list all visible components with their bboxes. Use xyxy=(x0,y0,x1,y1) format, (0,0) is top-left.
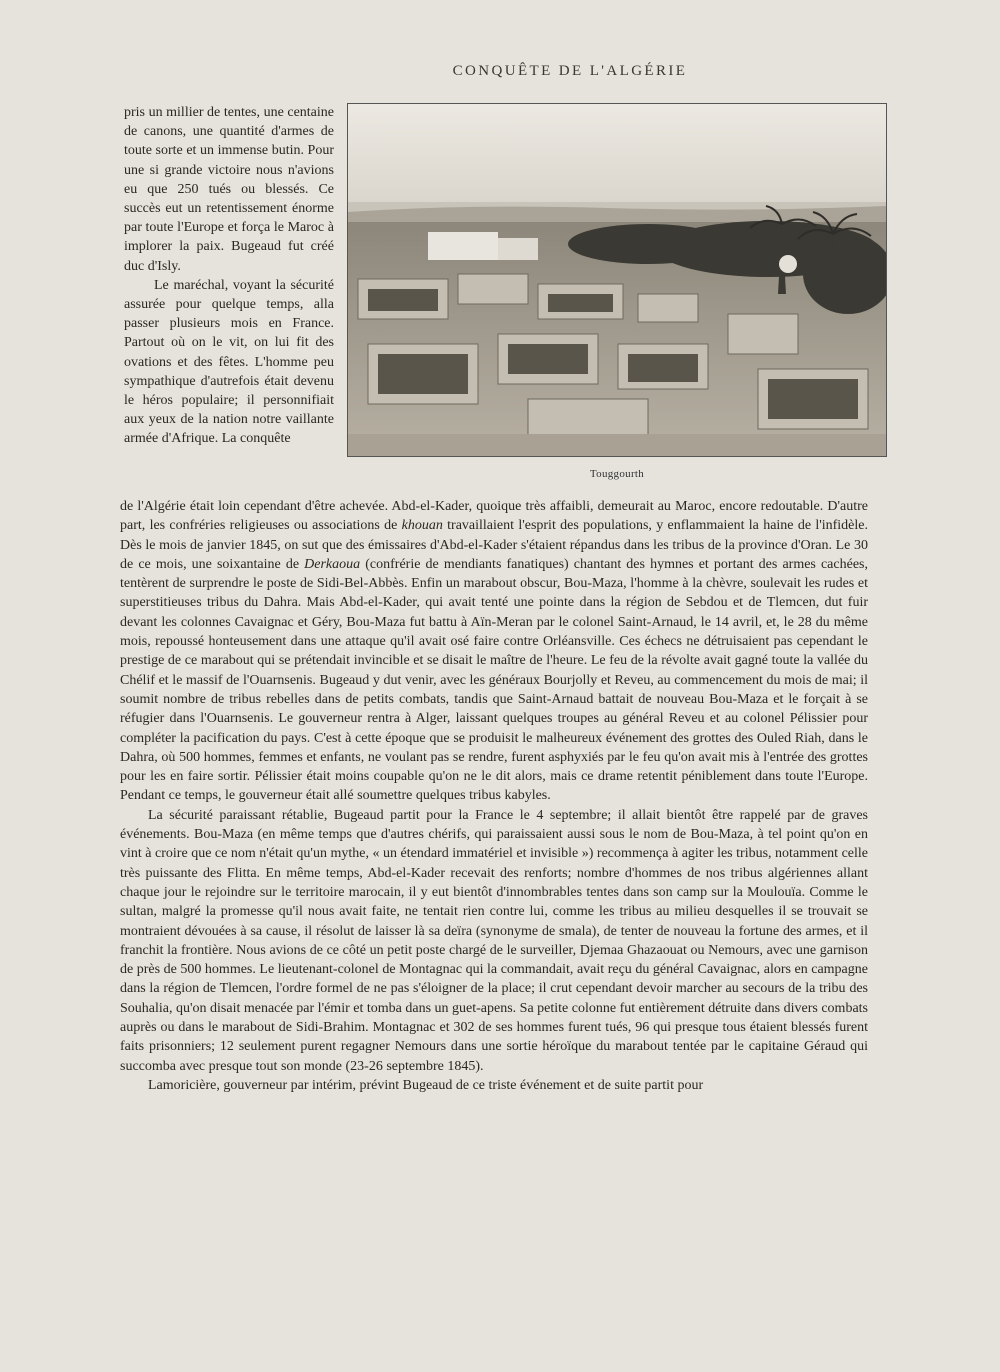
figure-caption: Touggourth xyxy=(589,468,645,480)
text-run: de l'Algérie était loin cependant d'être achevée. Abd-el-Kader, quoique très affaibli, demeurait au Maroc, encore redoutable. D'autre part, les confréries religieuses ou associations de xyxy=(120,499,868,534)
paragraph: La sécurité paraissant rétablie, Bugeaud partit pour la France le 4 septembre; il allait bientôt être rappelé par de graves événements. Bou-Maza (en même temps que d'autres chérifs, qui paraissaient aussi sous le nom de Bou-Maza, à tel point qu'on en vint à croire que ce nom n'était qu'un mythe, « un étendard immatériel et invisible ») recommença à agiter les tribus, notamment celle très puissante des Flitta. En même temps, Abd-el-Kader recevait des renforts; nombre d'hommes de nos tribus algériennes allant chaque jour le rejoindre sur le territoire marocain, il y eut bientôt d'innombrables tentes dans son camp sur la Moulouïa. Comme le sultan, malgré la promesse qu'il nous avait faite, ne tentait rien contre lui, comme les tribus au milieu desquelles il se trouvait se montraient dévouées à sa cause, il résolut de laisser là sa deïra (synonyme de smala), de tenter de nouveau la fortune des armes, et il franchit la frontière. Nous avions de ce côté un petit poste chargé de le surveiller, Djemaa Ghazaouat ou Nemours, avec une garnison de près de 500 hommes. Le lieutenant-colonel de Montagnac qui la commandait, avait reçu du général Cavaignac, alors en campagne dans la région de Tlemcen, l'ordre formel de ne pas s'éloigner de la place; il crut cependant devoir marcher au secours de la tribu des Souhalia, qu'on disait menacée par l'émir et tomba dans un guet-apens. Sa petite colonne fut entièrement détruite dans divers combats auprès ou dans le marabout de Sidi-Brahim. Montagnac et 302 de ses hommes furent tués, 96 qui presque tous étaient blessés furent faits prisonniers; 12 seulement purent regagner Nemours dans une sortie héroïque du marabout tentée par le capitaine Géraud qui succomba avec presque tout son monde (23-26 septembre 1845). xyxy=(120,807,868,1074)
paragraph: pris un millier de tentes, une centaine de canons, une quantité d'armes de toute sorte et un immense butin. Pour une si grande victoire nous n'avions eu que 250 tués ou blessés. Ce succès eut un retentissement énorme par toute l'Europe et força le Maroc à implorer la paix. Bugeaud fut créé duc d'Isly. xyxy=(124,105,334,274)
italic-term: khouan xyxy=(401,518,443,534)
full-width-text xyxy=(120,497,868,1095)
paragraph-continued xyxy=(120,497,868,806)
narrow-column xyxy=(124,103,334,449)
paragraph: Le maréchal, voyant la sécurité assurée pour quelque temps, alla passer plusieurs mois en France. Partout où on le vit, on lui fit des ovations et des fêtes. L'homme peu sympathique d'autrefois était devenu le héros populaire; il personnifiait aux yeux de la nation notre vaillante armée d'Afrique. La conquête xyxy=(124,277,334,447)
italic-term: Derkaoua xyxy=(304,556,361,572)
page-header: CONQUÊTE DE L'ALGÉRIE xyxy=(452,63,688,79)
text-run: (confrérie de mendiants fanatiques) chantant des hymnes et portant des armes cachées, tentèrent de surprendre le poste de Sidi-Bel-Abbès. Enfin un marabout obscur, Bou-Maza, l'homme à la chèvre, soulevait les rudes et superstitieuses tribus du Dahra. Mais Abd-el-Kader, qui avait tenté une pointe dans la région de Sebdou et de Tlemcen, dut fuir devant les colonnes Cavaignac et Géry, Bou-Maza fut battu à Aïn-Meran par le colonel Saint-Arnaud, le 14 avril, et, le 28 du même mois, repoussé honteusement dans une attaque qu'il avait osé faire contre Orléansville. Ces échecs ne détruisaient pas cependant le prestige de ce marabout qui se prétendait invincible et se disait le maître de l'heure. Le feu de la révolte avait gagné toute la vallée du Chélif et le massif de l'Ouarnsenis. Bugeaud y dut venir, avec les généraux Bourjolly et Reveu, au commencement du mois de mai; il soumit nombre de tribus rebelles dans de petits combats, tandis que Saint-Arnaud battait de nouveau Bou-Maza et le forçait à se réfugier dans l'Ouarnsenis. Le gouverneur rentra à Alger, laissant quelques troupes au général Reveu et au colonel Pélissier pour compléter la pacification du pays. C'est à cette époque que se produisit le malheureux événement des grottes des Ouled Riah, dans le Dahra, où 500 hommes, femmes et enfants, ne voulant pas se rendre, furent asphyxiés par le feu qu'on avait mis à l'entrée des grottes pour les en faire sortir. Pélissier était moins coupable qu'on ne le dit alors, mais ce drame retentit péniblement dans toute l'Europe. Pendant ce temps, le gouverneur était allé soumettre quelques tribus kabyles. xyxy=(120,556,868,804)
paragraph: Lamoricière, gouverneur par intérim, prévint Bugeaud de ce triste événement et de suite partit pour xyxy=(148,1077,704,1093)
photo-oasis-town xyxy=(347,103,887,457)
text-run: travaillaient l'esprit des populations, y enflammaient la haine de l'infidèle. Dès le mois de janvier 1845, on sut que des émissaires d'Abd-el-Kader s'étaient répandus dans les tribus de la province d'Oran. Le 30 de ce mois, une soixantaine de xyxy=(120,518,869,572)
